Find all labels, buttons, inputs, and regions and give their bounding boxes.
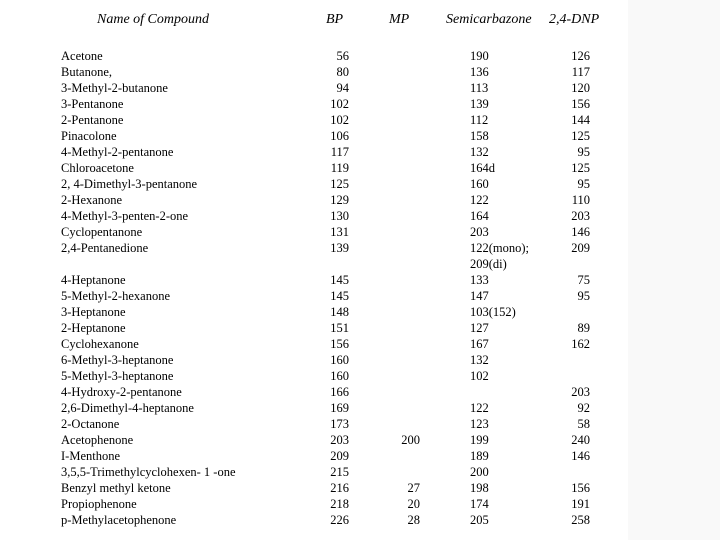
boiling-point: 160: [330, 353, 349, 367]
semicarbazone-value: 190: [470, 49, 489, 63]
table-row: [0, 64, 720, 80]
semicarbazone-value: 209(di): [470, 257, 507, 271]
boiling-point: 102: [330, 97, 349, 111]
table-row: [0, 144, 720, 160]
boiling-point: 215: [330, 465, 349, 479]
boiling-point: 145: [330, 273, 349, 287]
semicarbazone-value: 122(mono);: [470, 241, 530, 255]
compound-name: 5-Methyl-2-hexanone: [61, 289, 170, 303]
dnp-value: 125: [571, 161, 590, 175]
melting-point: 200: [401, 433, 420, 447]
compound-name: 4-Methyl-3-penten-2-one: [61, 209, 189, 223]
table-row: [0, 400, 720, 416]
compound-name: 3-Heptanone: [61, 305, 126, 319]
table-row: [0, 512, 720, 528]
boiling-point: 56: [336, 49, 349, 63]
semicarbazone-value: 199: [470, 433, 489, 447]
compound-name: Chloroacetone: [61, 161, 134, 175]
boiling-point: 151: [330, 321, 349, 335]
boiling-point: 129: [330, 193, 349, 207]
dnp-value: 117: [571, 65, 590, 79]
boiling-point: 145: [330, 289, 349, 303]
compound-name: Acetophenone: [61, 433, 134, 447]
dnp-value: 191: [571, 497, 590, 511]
semicarbazone-value: 158: [470, 129, 489, 143]
semicarbazone-value: 127: [470, 321, 489, 335]
dnp-value: 89: [577, 321, 590, 335]
table-row: [0, 96, 720, 112]
compound-name: 5-Methyl-3-heptanone: [61, 369, 174, 383]
boiling-point: 169: [330, 401, 349, 415]
table-row: [0, 464, 720, 480]
semicarbazone-value: 123: [470, 417, 489, 431]
semicarbazone-value: 147: [470, 289, 489, 303]
compound-name: Cyclopentanone: [61, 225, 143, 239]
table-row: [0, 336, 720, 352]
semicarbazone-value: 203: [470, 225, 489, 239]
boiling-point: 131: [330, 225, 349, 239]
boiling-point: 209: [330, 449, 349, 463]
boiling-point: 130: [330, 209, 349, 223]
semicarbazone-value: 102: [470, 369, 489, 383]
compound-name: Benzyl methyl ketone: [61, 481, 171, 495]
compound-name: 2,4-Pentanedione: [61, 241, 149, 255]
table-row: [0, 240, 720, 256]
dnp-value: 146: [571, 449, 590, 463]
table-row: [0, 224, 720, 240]
boiling-point: 216: [330, 481, 349, 495]
compound-table: [0, 48, 720, 528]
semicarbazone-value: 167: [470, 337, 489, 351]
compound-name: 2, 4-Dimethyl-3-pentanone: [61, 177, 198, 191]
compound-name: 2-Hexanone: [61, 193, 123, 207]
table-row: [0, 192, 720, 208]
table-row: [0, 288, 720, 304]
compound-name: p-Methylacetophenone: [61, 513, 177, 527]
semicarbazone-value: 122: [470, 193, 489, 207]
compound-name: 4-Heptanone: [61, 273, 126, 287]
header-mp: MP: [389, 12, 410, 27]
table-row: [0, 304, 720, 320]
table-row: [0, 112, 720, 128]
table-row: [0, 128, 720, 144]
boiling-point: 156: [330, 337, 349, 351]
semicarbazone-value: 122: [470, 401, 489, 415]
compound-name: Butanone,: [61, 65, 113, 79]
dnp-value: 58: [577, 417, 590, 431]
dnp-value: 162: [571, 337, 590, 351]
dnp-value: 203: [571, 209, 590, 223]
table-row: [0, 208, 720, 224]
boiling-point: 80: [336, 65, 349, 79]
table-row: [0, 416, 720, 432]
semicarbazone-value: 112: [470, 113, 489, 127]
compound-name: 4-Methyl-2-pentanone: [61, 145, 174, 159]
table-row: [0, 480, 720, 496]
table-row: [0, 320, 720, 336]
boiling-point: 148: [330, 305, 349, 319]
table-row: [0, 352, 720, 368]
boiling-point: 106: [330, 129, 349, 143]
semicarbazone-value: 113: [470, 81, 489, 95]
header-bp: BP: [326, 12, 344, 27]
dnp-value: 126: [571, 49, 590, 63]
dnp-value: 144: [571, 113, 590, 127]
table-row: [0, 256, 720, 272]
table-row: [0, 448, 720, 464]
boiling-point: 226: [330, 513, 349, 527]
compound-name: Propiophenone: [61, 497, 137, 511]
table-row: [0, 272, 720, 288]
dnp-value: 125: [571, 129, 590, 143]
boiling-point: 173: [330, 417, 349, 431]
header-2-4-dnp: 2,4-DNP: [549, 12, 600, 27]
semicarbazone-value: 205: [470, 513, 489, 527]
header-name-of-compound: Name of Compound: [97, 12, 209, 27]
melting-point: 28: [407, 513, 420, 527]
compound-name: 3,5,5-Trimethylcyclohexen- 1 -one: [61, 465, 236, 479]
dnp-value: 95: [577, 289, 590, 303]
dnp-value: 110: [571, 193, 590, 207]
boiling-point: 166: [330, 385, 349, 399]
dnp-value: 95: [577, 177, 590, 191]
semicarbazone-value: 189: [470, 449, 489, 463]
table-row: [0, 160, 720, 176]
dnp-value: 146: [571, 225, 590, 239]
dnp-value: 203: [571, 385, 590, 399]
dnp-value: 120: [571, 81, 590, 95]
semicarbazone-value: 132: [470, 353, 489, 367]
dnp-value: 92: [577, 401, 590, 415]
boiling-point: 218: [330, 497, 349, 511]
dnp-value: 75: [577, 273, 590, 287]
melting-point: 27: [407, 481, 420, 495]
table-row: [0, 496, 720, 512]
semicarbazone-value: 132: [470, 145, 489, 159]
semicarbazone-value: 136: [470, 65, 489, 79]
semicarbazone-value: 160: [470, 177, 489, 191]
compound-name: Cyclohexanone: [61, 337, 139, 351]
compound-name: I-Menthone: [61, 449, 121, 463]
compound-name: 2-Octanone: [61, 417, 120, 431]
semicarbazone-value: 174: [470, 497, 489, 511]
compound-name: 4-Hydroxy-2-pentanone: [61, 385, 182, 399]
table-row: [0, 48, 720, 64]
boiling-point: 102: [330, 113, 349, 127]
melting-point: 20: [407, 497, 420, 511]
dnp-value: 156: [571, 97, 590, 111]
semicarbazone-value: 139: [470, 97, 489, 111]
table-row: [0, 80, 720, 96]
semicarbazone-value: 164d: [470, 161, 495, 175]
semicarbazone-value: 133: [470, 273, 489, 287]
compound-name: 2,6-Dimethyl-4-heptanone: [61, 401, 194, 415]
semicarbazone-value: 198: [470, 481, 489, 495]
boiling-point: 139: [330, 241, 349, 255]
dnp-value: 209: [571, 241, 590, 255]
boiling-point: 94: [336, 81, 349, 95]
boiling-point: 119: [330, 161, 349, 175]
compound-name: Pinacolone: [61, 129, 117, 143]
header-semicarbazone: Semicarbazone: [446, 12, 532, 27]
compound-name: 2-Pentanone: [61, 113, 124, 127]
compound-name: 3-Methyl-2-butanone: [61, 81, 168, 95]
semicarbazone-value: 103(152): [470, 305, 516, 319]
dnp-value: 258: [571, 513, 590, 527]
semicarbazone-value: 200: [470, 465, 489, 479]
boiling-point: 160: [330, 369, 349, 383]
table-row: [0, 432, 720, 448]
compound-name: 6-Methyl-3-heptanone: [61, 353, 174, 367]
compound-name: Acetone: [61, 49, 103, 63]
boiling-point: 203: [330, 433, 349, 447]
boiling-point: 125: [330, 177, 349, 191]
dnp-value: 156: [571, 481, 590, 495]
table-row: [0, 176, 720, 192]
dnp-value: 240: [571, 433, 590, 447]
compound-name: 3-Pentanone: [61, 97, 124, 111]
dnp-value: 95: [577, 145, 590, 159]
compound-name: 2-Heptanone: [61, 321, 126, 335]
table-header: [0, 12, 720, 32]
semicarbazone-value: 164: [470, 209, 489, 223]
table-row: [0, 384, 720, 400]
boiling-point: 117: [330, 145, 349, 159]
table-row: [0, 368, 720, 384]
